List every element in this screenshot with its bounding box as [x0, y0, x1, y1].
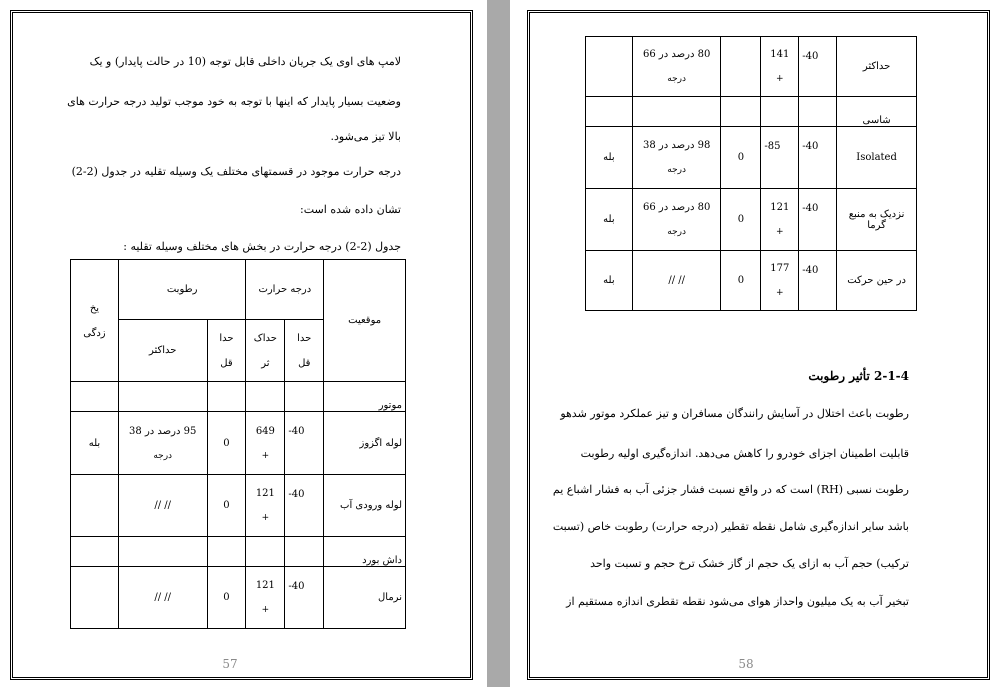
temperature-table	[70, 259, 406, 629]
table-row: داش بورد	[71, 537, 406, 567]
table-row: بله 95 درصد در 38 درجه 0 649 + -40 لوله اگزوز	[71, 412, 406, 475]
table-row: بله 80 درصد در 66 درجه 0 121 + -40 نزدیک به منبع گرما	[586, 189, 917, 251]
body-line: وضعیت بسیار پایدار که اینها با توجه به خود موجب تولید درجه حرارت های	[67, 95, 401, 108]
table-row: بله 98 درصد در 38 درجه 0 -85 -40 Isolated	[586, 127, 917, 189]
temperature-table-continued	[585, 36, 917, 311]
body-line: درجه حرارت موجود در قسمتهای مختلف یک وسیله تقلیه در جدول (2-2)	[71, 165, 401, 178]
humidity-header: رطوبت	[118, 260, 246, 320]
temperature-header: درجه حرارت	[246, 260, 324, 320]
page-number: 58	[738, 657, 754, 671]
table-row: 80 درصد در 66 درجه 141 + -40 حداکثر	[586, 37, 917, 97]
temp-min-header: حدا قل	[285, 320, 324, 382]
body-line: بالا تیز می‌شود.	[330, 130, 401, 143]
table-row: // // 0 121 + -40 نرمال	[71, 567, 406, 629]
body-line: تشان داده شده است:	[300, 203, 401, 216]
page-number: 57	[222, 657, 238, 671]
humidity-min-header: حدا قل	[207, 320, 246, 382]
section-heading: 2-1-4 تأثیر رطوبت	[808, 369, 909, 383]
right-page	[510, 0, 1007, 687]
table-row: بله // // 0 177 + -40 در حین حرکت	[586, 251, 917, 311]
body-line: لامپ های اوی یک جریان داخلی قابل توجه (10 در حالت پایدار) و یک	[89, 55, 401, 68]
body-line: رطوبت نسبی (RH) است که در واقع نسبت فشار جزئی آب به فشار اشباع یم	[552, 483, 909, 496]
table-caption: جدول (2-2) درجه حرارت در بخش های مختلف وسیله تقلیه :	[123, 240, 401, 253]
body-line: تبخیر آب به یک میلیون واحداز هوای می‌شود نقطه تقطری اندازه مستقیم از	[566, 595, 909, 608]
humidity-max-header: حداکثر	[118, 320, 207, 382]
body-line: قابلیت اطمینان اجزای خودرو را کاهش می‌دهد. اندازه‌گیری اولیه رطوبت	[580, 447, 909, 460]
body-line: ترکیب) حجم آب به ازای یک حجم از گاز خشک ترخ حجم و تسبت واحد	[590, 557, 909, 570]
ice-header: یخ زدگی	[71, 260, 119, 382]
table-row: شاسی	[586, 97, 917, 127]
table-row: // // 0 121 + -40 لوله ورودی آب	[71, 475, 406, 537]
location-header: موقعیت	[324, 260, 406, 382]
temp-max-header: حداک ثر	[246, 320, 285, 382]
body-line: رطوبت باعث اختلال در آسایش رانندگان مسافران و تیز عملکرد موتور شدهو	[560, 407, 909, 420]
left-page	[0, 0, 487, 687]
page-gutter	[487, 0, 510, 687]
body-line: باشد سایر اندازه‌گیری شامل نقطه تقطیر (درجه حرارت) رطوبت خاص (تسبت	[552, 520, 909, 533]
table-row: موتور	[71, 382, 406, 412]
